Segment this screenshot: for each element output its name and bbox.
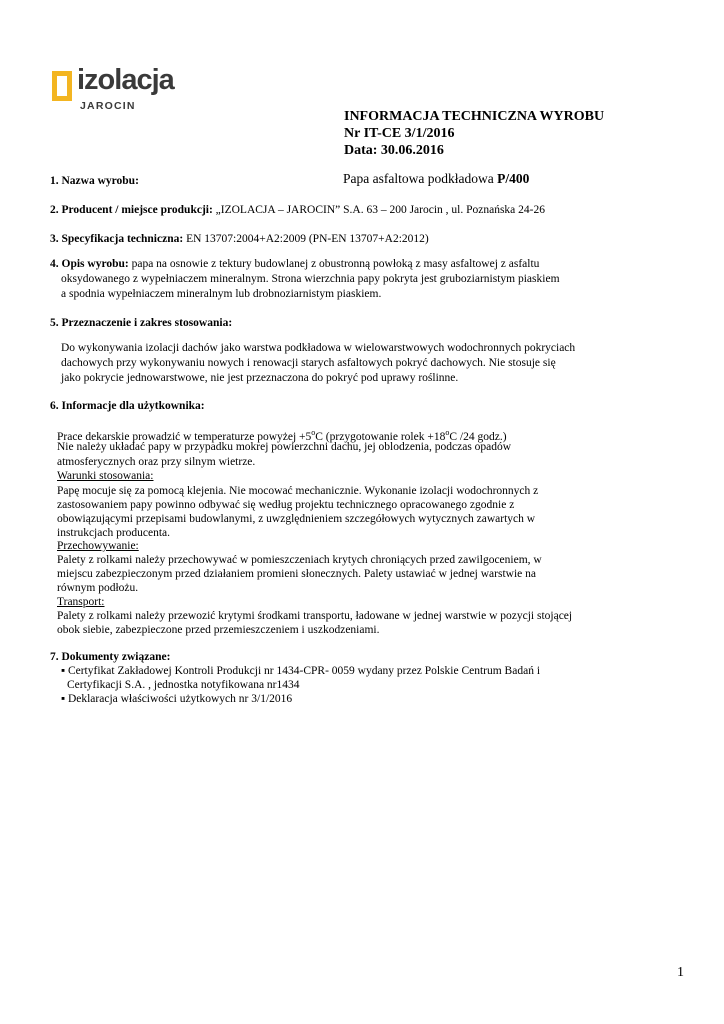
document-title: INFORMACJA TECHNICZNA WYROBU [344,109,605,124]
producent-value: „IZOLACJA – JAROCIN” S.A. 63 – 200 Jarocin , ul. Poznańska 24-26 [212,204,545,216]
specification-value: EN 13707:2004+A2:2009 (PN-EN 13707+A2:2012) [183,233,429,245]
transport-line-2: obok siebie, zabezpieczone przed przemieszczeniem i uszkodzeniami. [57,624,380,636]
related-doc-item-cont: Certyfikacji S.A. , jednostka notyfikowana nr1434 [67,679,300,691]
purpose-line-2: dachowych przy wykonywaniu nowych i renowacji starych asfaltowych pokryć dachowych. Nie stosuje się [61,357,556,369]
description-line-3: a spodnia wypełniaczem mineralnym lub drobnoziarnistym piaskiem. [61,288,382,300]
document-header [344,108,604,159]
storage-heading: Przechowywanie: [57,540,139,552]
user-info-title: 6. Informacje dla użytkownika: [50,400,205,412]
application-line-2: zastosowaniem papy powinno odbywać się według projektu technicznego opracowanego zgodnie z [57,499,515,511]
specification-label: 3. Specyfikacja techniczna: [50,233,184,245]
purpose-line-1: Do wykonywania izolacji dachów jako warstwa podkładowa w wielowarstwowych wodochronnych pokryciach [61,342,576,354]
user-info-line-1-c: C /24 godz.) [449,430,507,443]
related-doc-item: ▪ Deklaracja właściwości użytkowych nr 3/1/2016 [61,693,293,705]
logo-mark-icon [52,71,72,101]
purpose-title: 5. Przeznaczenie i zakres stosowania: [50,317,233,329]
application-line-1: Papę mocuje się za pomocą klejenia. Nie mocować mechanicznie. Wykonanie izolacji wodochronnych z [57,485,539,497]
description-line-2: oksydowanego z wypełniaczem mineralnym. Strona wierzchnia papy pokryta jest gruboziarnistym piaskiem [61,273,560,285]
user-info-line-2: Nie należy układać papy w przypadku mokrej powierzchni dachu, jej oblodzenia, podczas opadów [57,441,512,453]
producent-label: 2. Producent / miejsce produkcji: [50,204,213,216]
degree-mark-2: o [445,428,450,437]
storage-line-2: miejscu zabezpieczonym przed działaniem promieni słonecznych. Palety ustawiać w jednej warstwie na [57,568,536,580]
transport-line-1: Palety z rolkami należy przewozić krytymi środkami transportu, ładowane w jednej warstwie w pozycji stojącej [57,610,573,622]
user-info-line-1-b: C (przygotowanie rolek +18 [315,430,446,443]
application-line-4: instrukcjach producenta. [57,527,171,539]
description-line-1 [50,257,539,272]
product-code: P/400 [497,171,530,186]
producent-row [50,203,545,218]
company-logo [52,64,174,118]
document-number: Nr IT-CE 3/1/2016 [344,126,455,141]
degree-mark-1: o [311,428,316,437]
storage-line-1: Palety z rolkami należy przechowywać w pomieszczeniach krytych chroniących przed zawilgoceniem, w [57,554,542,566]
related-doc-item: ▪ Certyfikat Zakładowej Kontroli Produkcji nr 1434-CPR- 0059 wydany przez Polskie Centrum Badań i [61,665,541,677]
storage-line-3: równym podłożu. [57,582,139,594]
description-text-1: papa na osnowie z tektury budowlanej z obustronną powłoką z masy asfaltowej z asfaltu [128,258,540,270]
purpose-line-3: jako pokrycie jednowarstwowe, nie jest przeznaczona do pokryć pod uprawy roślinne. [61,372,459,384]
product-name-label: 1. Nazwa wyrobu: [50,175,139,187]
application-line-3: obowiązującymi przepisami budowlanymi, z uwzględnieniem szczegółowych wytycznych zawartych w [57,513,536,525]
specification-row [50,232,429,247]
page-number: 1 [677,965,684,980]
document-date: Data: 30.06.2016 [344,143,444,158]
application-conditions-heading: Warunki stosowania: [57,470,154,482]
related-docs-title: 7. Dokumenty związane: [50,651,171,663]
user-info-line-1-a: Prace dekarskie prowadzić w temperaturze powyżej +5 [57,430,312,443]
product-name-text: Papa asfaltowa podkładowa [343,171,494,186]
logo-subtitle: JAROCIN [80,100,136,112]
user-info-line-3: atmosferycznych oraz przy silnym wietrze. [57,456,256,468]
transport-heading: Transport: [57,596,105,608]
description-label: 4. Opis wyrobu: [50,258,129,270]
product-name-value [343,171,529,187]
logo-wordmark: izolacja [77,64,174,96]
